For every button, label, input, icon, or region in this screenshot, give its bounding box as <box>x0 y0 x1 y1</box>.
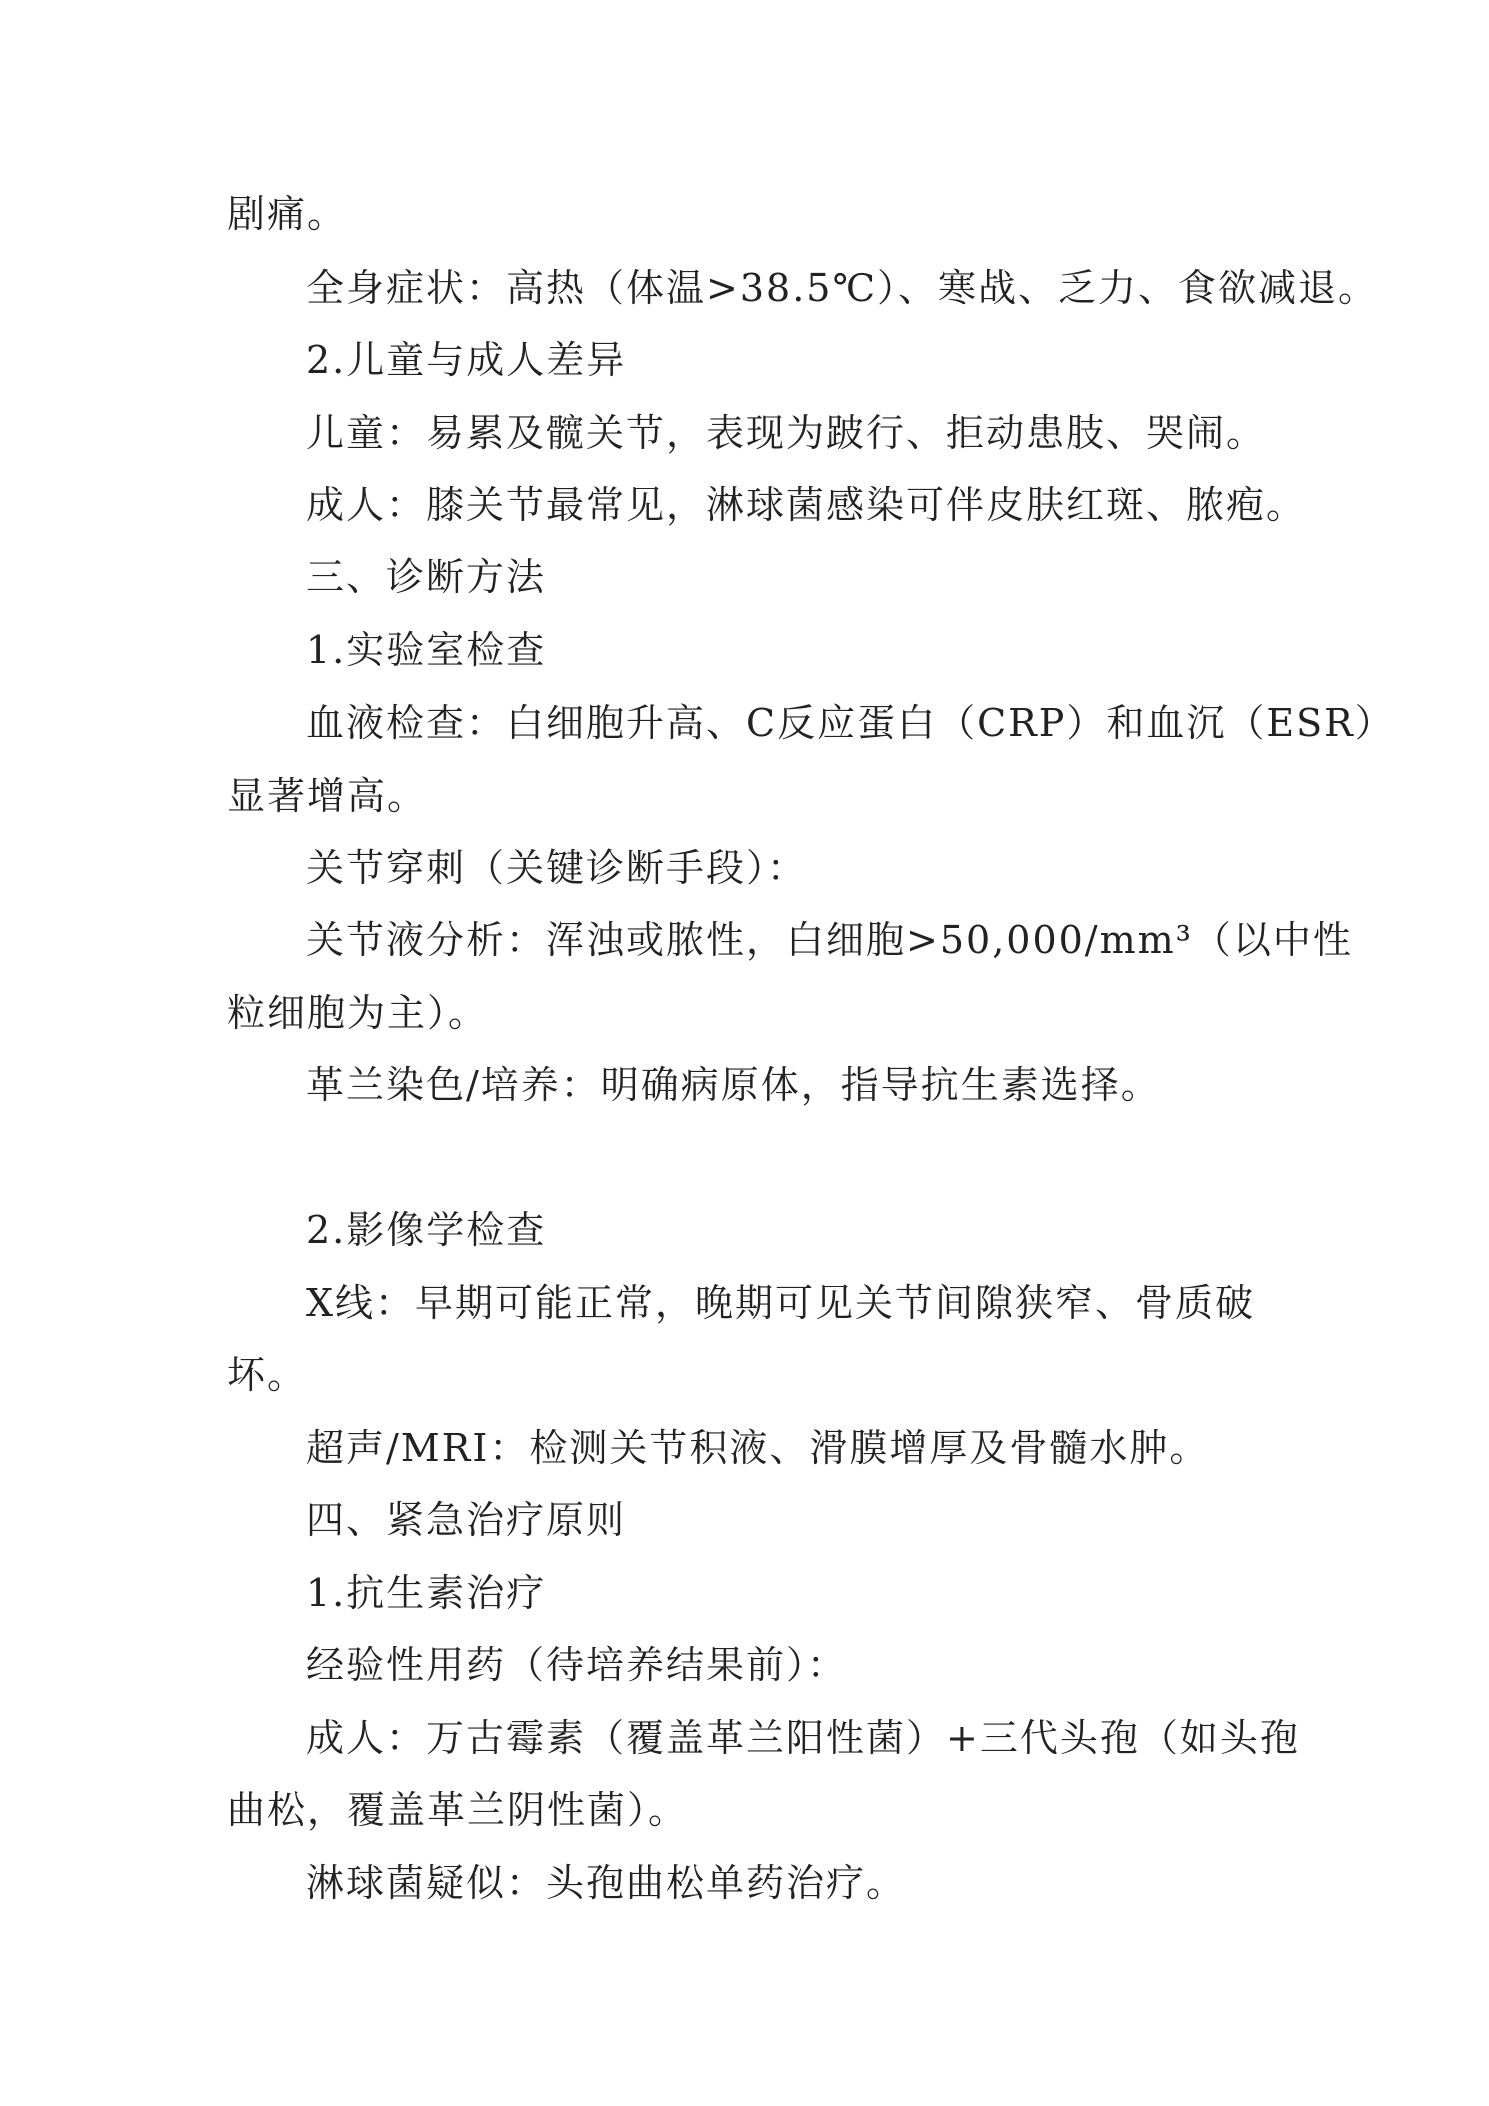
text-line: 显著增高。 <box>227 774 428 818</box>
text-line: 超声/MRI：检测关节积液、滑膜增厚及骨髓水肿。 <box>306 1426 1210 1470</box>
text-line: 全身症状：高热（体温>38.5℃）、寒战、乏力、食欲减退。 <box>306 266 1378 310</box>
text-line: 关节穿刺（关键诊断手段）： <box>306 846 808 890</box>
section-heading: 三、诊断方法 <box>306 555 547 599</box>
text-line: 革兰染色/培养：明确病原体，指导抗生素选择。 <box>306 1063 1161 1107</box>
section-heading: 2.儿童与成人差异 <box>306 338 627 382</box>
text-line: 曲松，覆盖革兰阴性菌）。 <box>227 1788 689 1832</box>
text-line: 坏。 <box>227 1353 308 1397</box>
text-line: 剧痛。 <box>227 192 348 236</box>
text-line: 成人：万古霉素（覆盖革兰阳性菌）+三代头孢（如头孢 <box>306 1716 1300 1760</box>
text-line: 儿童：易累及髋关节，表现为跛行、拒动患肢、哭闹。 <box>306 411 1267 455</box>
text-line: 淋球菌疑似：头孢曲松单药治疗。 <box>306 1861 907 1905</box>
text-line: 经验性用药（待培养结果前）： <box>306 1643 848 1687</box>
text-line: 关节液分析：浑浊或脓性，白细胞>50,000/mm³（以中性 <box>306 918 1353 962</box>
text-line: X线：早期可能正常，晚期可见关节间隙狭窄、骨质破 <box>306 1281 1256 1325</box>
text-line: 粒细胞为主）。 <box>227 991 489 1035</box>
section-heading: 1.实验室检查 <box>306 628 547 672</box>
text-line: 成人：膝关节最常见，淋球菌感染可伴皮肤红斑、脓疱。 <box>306 483 1307 527</box>
section-heading: 1.抗生素治疗 <box>306 1571 547 1615</box>
text-line: 血液检查：白细胞升高、C反应蛋白（CRP）和血沉（ESR） <box>306 701 1395 745</box>
section-heading: 四、紧急治疗原则 <box>306 1498 627 1542</box>
section-heading: 2.影像学检查 <box>306 1208 547 1252</box>
